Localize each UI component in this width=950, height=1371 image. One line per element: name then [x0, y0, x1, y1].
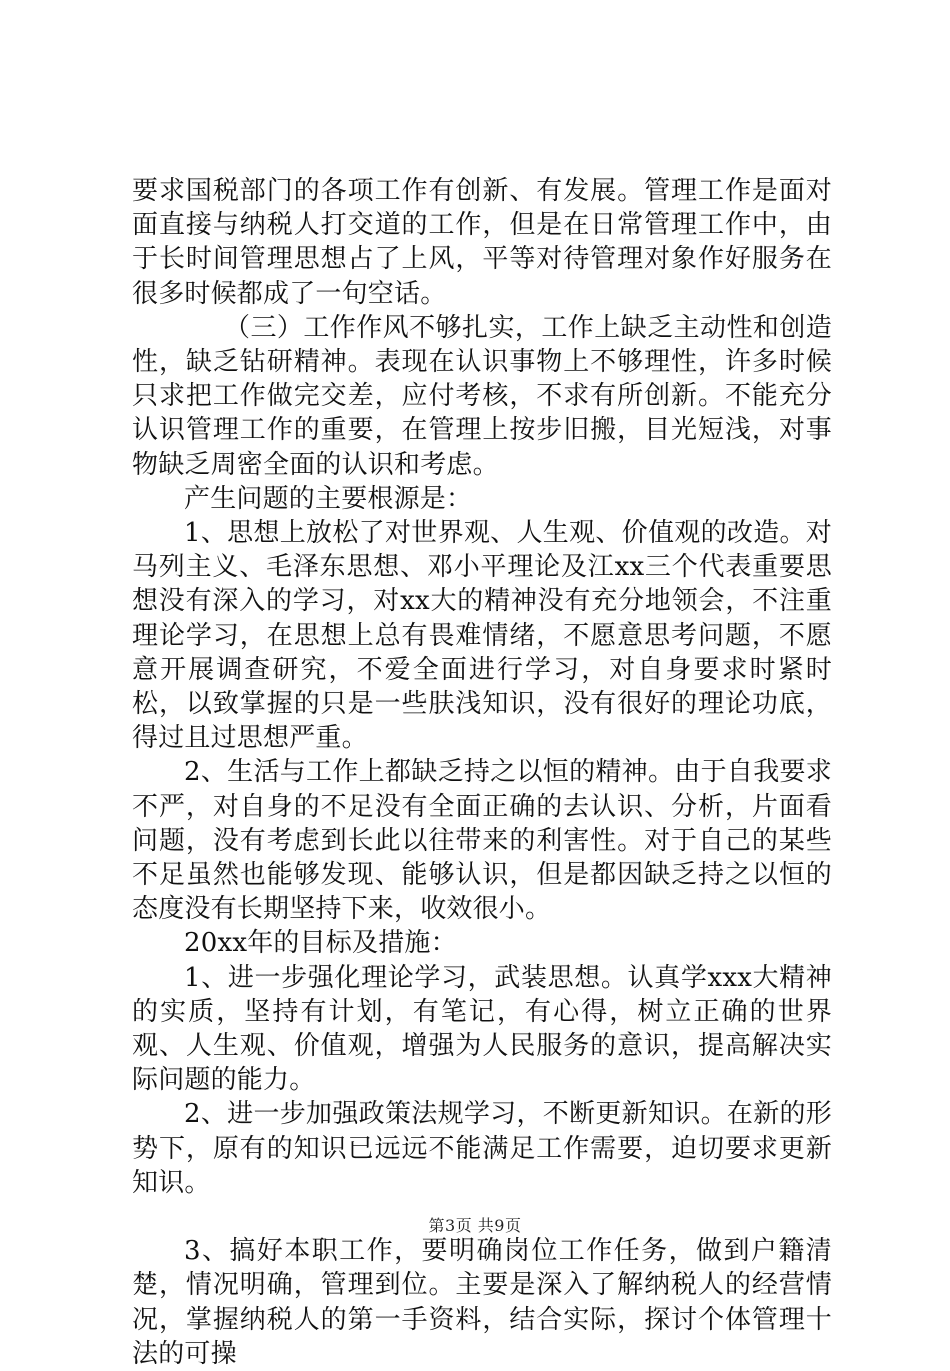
paragraph-cause-2: 2、生活与工作上都缺乏持之以恒的精神。由于自我要求不严，对自身的不足没有全面正确的去认识、分析，片面看问题，没有考虑到长此以往带来的利害性。对于自己的某些不足虽然也能够发现、能够认识，但是都因缺乏持之以恒的态度没有长期坚持下来，收效很小。 [132, 757, 832, 925]
paragraph-section-three: （三）工作作风不够扎实，工作上缺乏主动性和创造性，缺乏钻研精神。表现在认识事物上不够理性，许多时候只求把工作做完交差，应付考核，不求有所创新。不能充分认识管理工作的重要，在管理上按步旧搬，目光短浅，对事物缺乏周密全面的认识和考虑。 [132, 312, 832, 480]
document-body [132, 174, 832, 1371]
paragraph-continuation: 要求国税部门的各项工作有创新、有发展。管理工作是面对面直接与纳税人打交道的工作，但是在日常管理工作中，由于长时间管理思想占了上风，平等对待管理对象作好服务在很多时候都成了一句空话。 [132, 176, 832, 309]
paragraph-goals-heading: 20xx年的目标及措施： [184, 928, 457, 959]
paragraph-goal-2: 2、进一步加强政策法规学习，不断更新知识。在新的形势下，原有的知识已远远不能满足工作需要，迫切要求更新知识。 [132, 1099, 832, 1198]
paragraph-root-causes-heading: 产生问题的主要根源是： [184, 483, 473, 514]
paragraph-goal-1: 1、进一步强化理论学习，武装思想。认真学xxx大精神的实质，坚持有计划，有笔记，有心得，树立正确的世界观、人生观、价值观，增强为人民服务的意识，提高解决实际问题的能力。 [132, 962, 832, 1096]
paragraph-cause-1: 1、思想上放松了对世界观、人生观、价值观的改造。对马列主义、毛泽东思想、邓小平理论及江xx三个代表重要思想没有深入的学习，对xx大的精神没有充分地领会，不注重理论学习，在思想上总有畏难情绪，不愿意思考问题，不愿意开展调查研究，不爱全面进行学习，对自身要求时紧时松，以致掌握的只是一些肤浅知识，没有很好的理论功底，得过且过思想严重。 [132, 518, 832, 754]
paragraph-goal-3: 3、搞好本职工作，要明确岗位工作任务，做到户籍清楚，情况明确，管理到位。主要是深入了解纳税人的经营情况，掌握纳税人的第一手资料，结合实际，探讨个体管理十法的可操 [132, 1236, 832, 1369]
page-number-footer: 第3页 共9页 [428, 1216, 522, 1235]
